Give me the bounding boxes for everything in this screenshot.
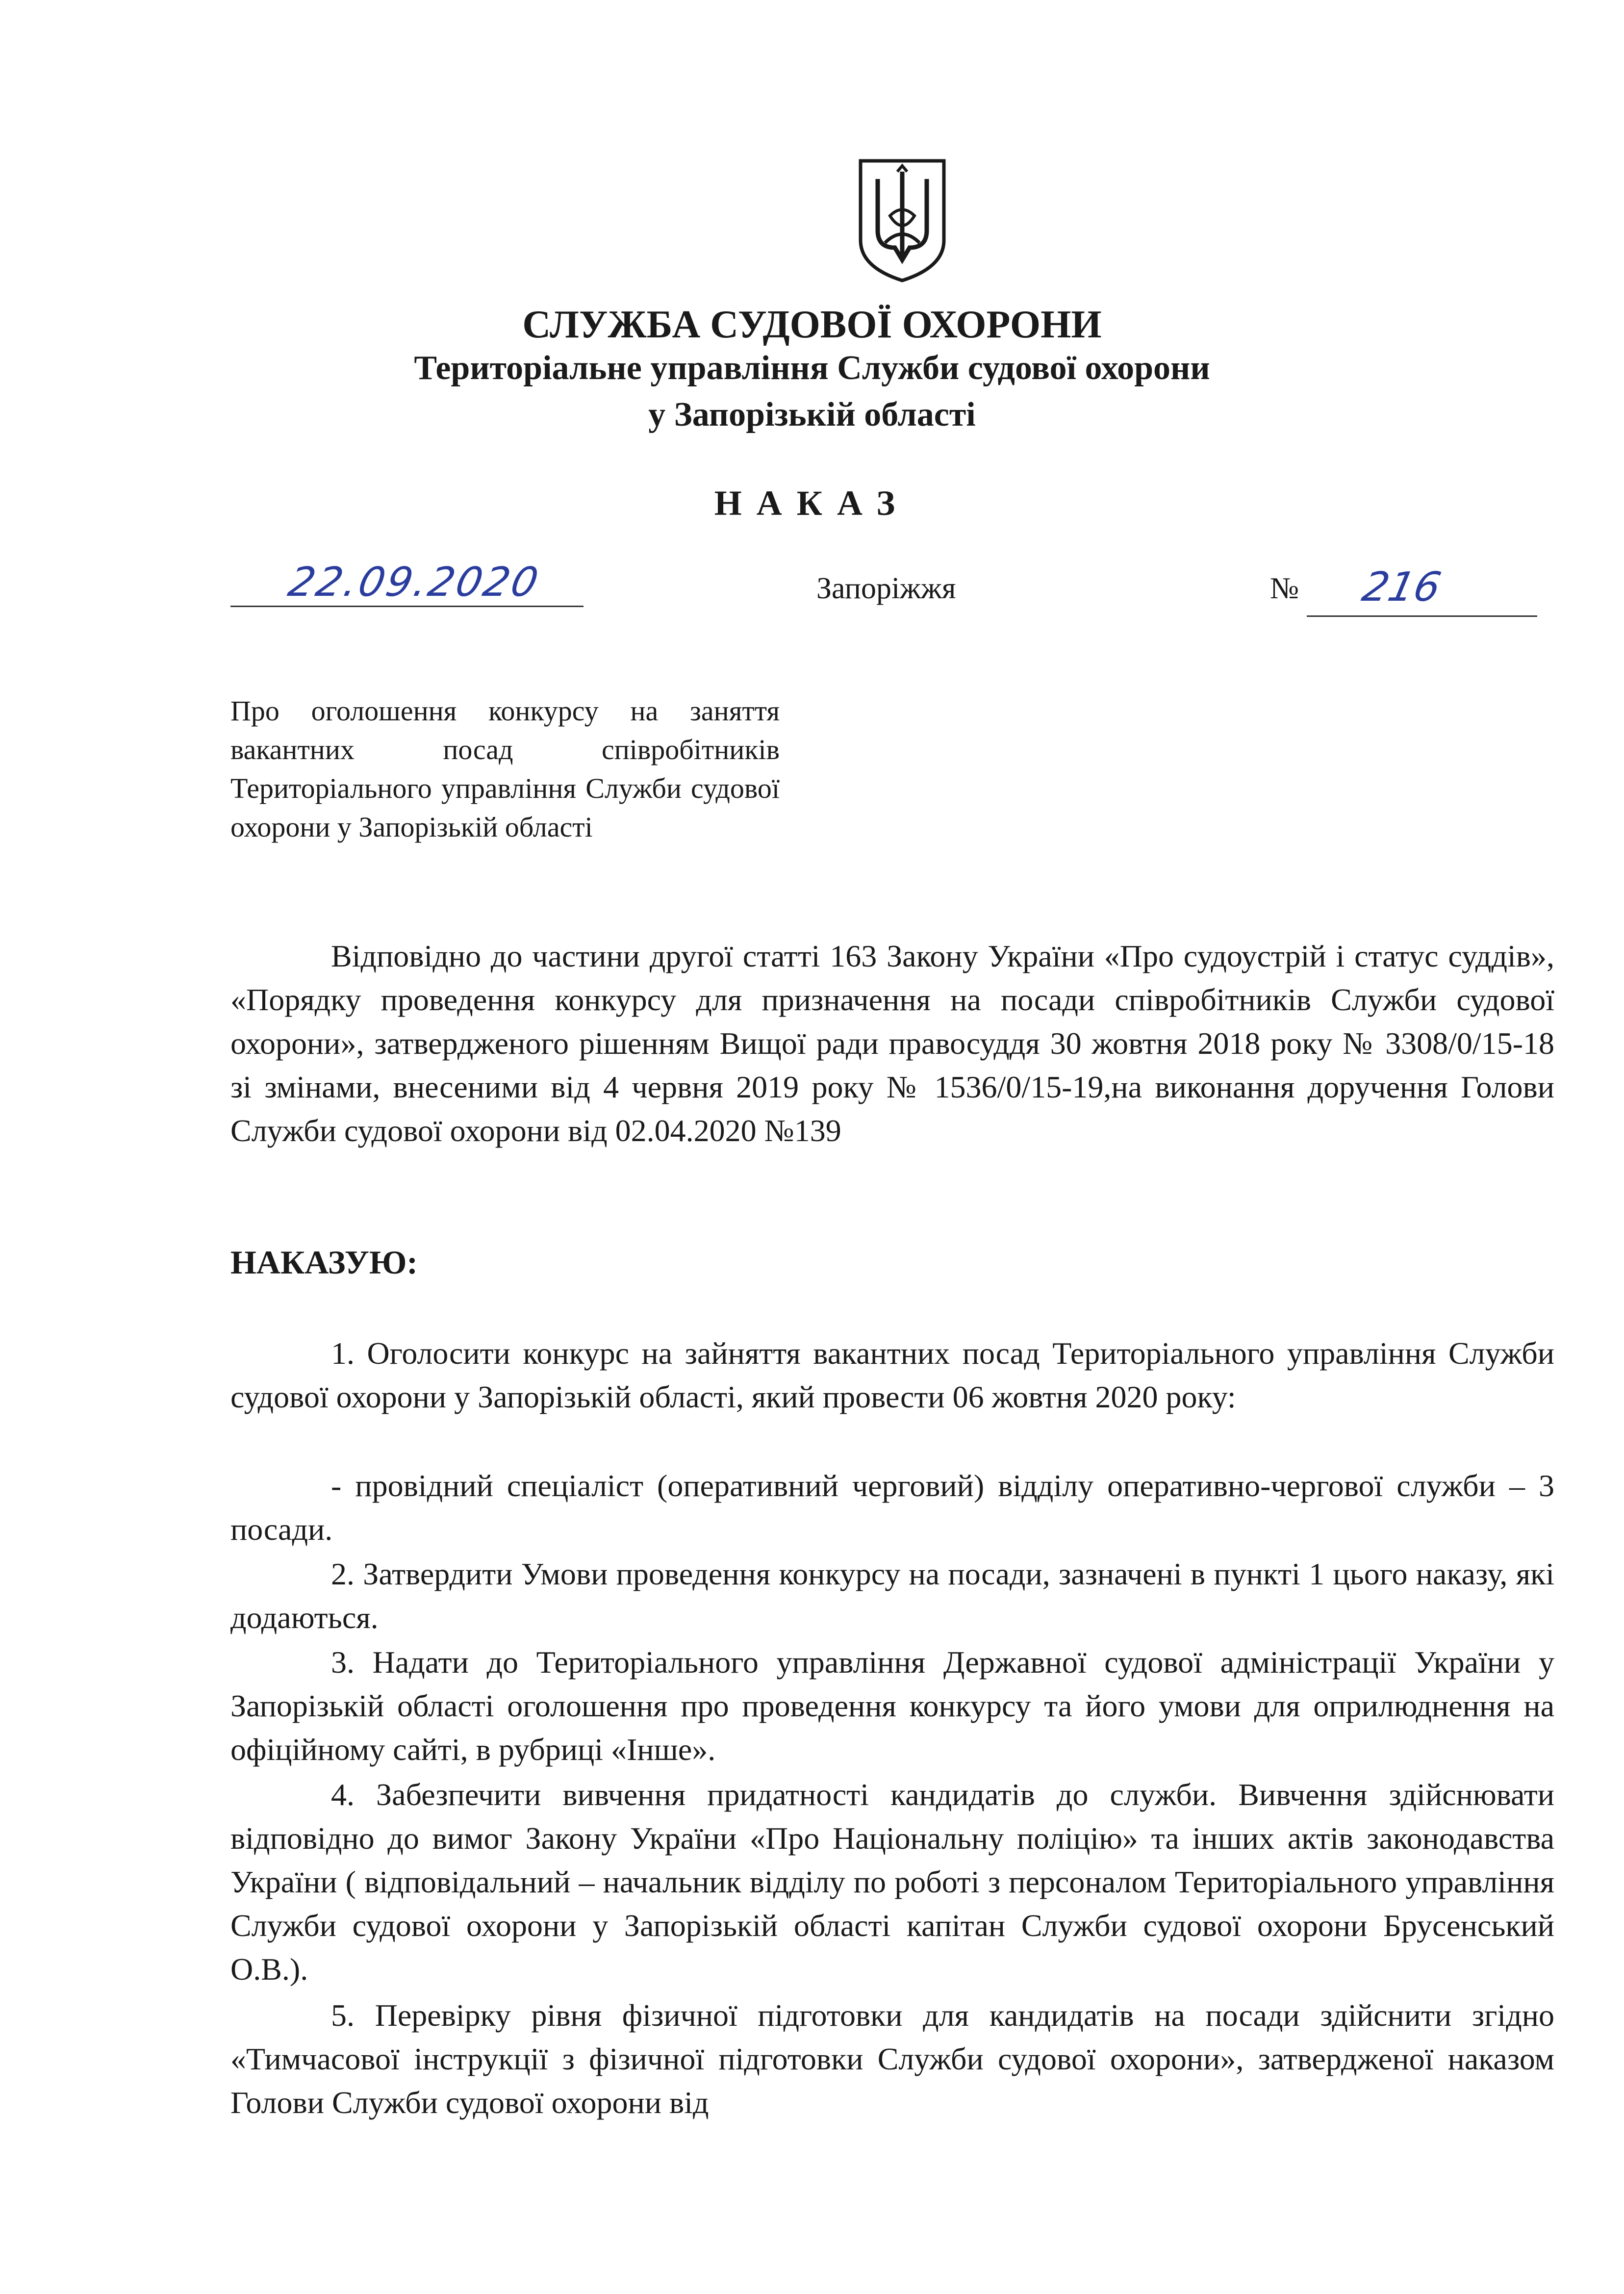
order-item-5: 5. Перевірку рівня фізичної підготовки для кандидатів на посади здійснити згідно «Тимчасової інструкції з фізичної підготовки Служби судової охорони», затвердженої наказом Голови Служби судової охорони від [230,1998,1554,2120]
subdivision-name-line2: у Запорізькій області [648,395,976,433]
order-item-1-position: - провідний спеціаліст (оперативний черговий) відділу оперативно-чергової служби – 3 посади. [230,1468,1554,1547]
order-subject: Про оголошення конкурсу на заняття вакантних посад співробітників Територіального управління Служби судової охорони у Запорізькій області [230,695,780,843]
order-item-3: 3. Надати до Територіального управління Державної судової адміністрації України у Запорізькій області оголошення про проведення конкурсу та його умови для оприлюднення на офіційному сайті, в рубриці «Інше». [230,1645,1554,1767]
order-item-2: 2. Затвердити Умови проведення конкурсу на посади, зазначені в пункті 1 цього наказу, які додаються. [230,1556,1554,1635]
coat-of-arms-trident-icon [856,157,949,284]
organization-name: СЛУЖБА СУДОВОЇ ОХОРОНИ [522,303,1102,346]
number-underline [1307,615,1537,617]
document-title: НАКАЗ [714,484,910,523]
city-name: Запоріжжя [816,572,956,605]
handwritten-order-number: 216 [1358,564,1445,611]
order-item-4: 4. Забезпечити вивчення придатності кандидатів до служби. Вивчення здійснювати відповідно до вимог Закону України «Про Національну поліцію» та інших актів законодавства України ( відповідальний – начальник відділу по роботі з персоналом Територіального управління Служби судової охорони у Запорізькій області капітан Служби судової охорони Брусенський О.В.). [230,1777,1554,1987]
number-label: № [1270,572,1299,605]
order-item-1: 1. Оголосити конкурс на зайняття вакантних посад Територіального управління Служби судової охорони у Запорізькій області, який провести 06 жовтня 2020 року: [230,1336,1554,1414]
order-directive-word: НАКАЗУЮ: [230,1244,418,1281]
document-header [0,304,1624,438]
preamble-paragraph: Відповідно до частини другої статті 163 Закону України «Про судоустрій і статус суддів», «Порядку проведення конкурсу для призначення на посади співробітників Служби судової охорони», затвердженого рішенням Вищої ради правосуддя 30 жовтня 2018 року № 3308/0/15-18 зі змінами, внесеними від 4 червня 2019 року № 1536/0/15-19,на виконання доручення Голови Служби судової охорони від 02.04.2020 №139 [230,939,1554,1148]
subdivision-name-line1: Територіальне управління Служби судової охорони [414,349,1210,387]
date-underline [230,606,584,607]
handwritten-date: 22.09.2020 [284,559,544,606]
